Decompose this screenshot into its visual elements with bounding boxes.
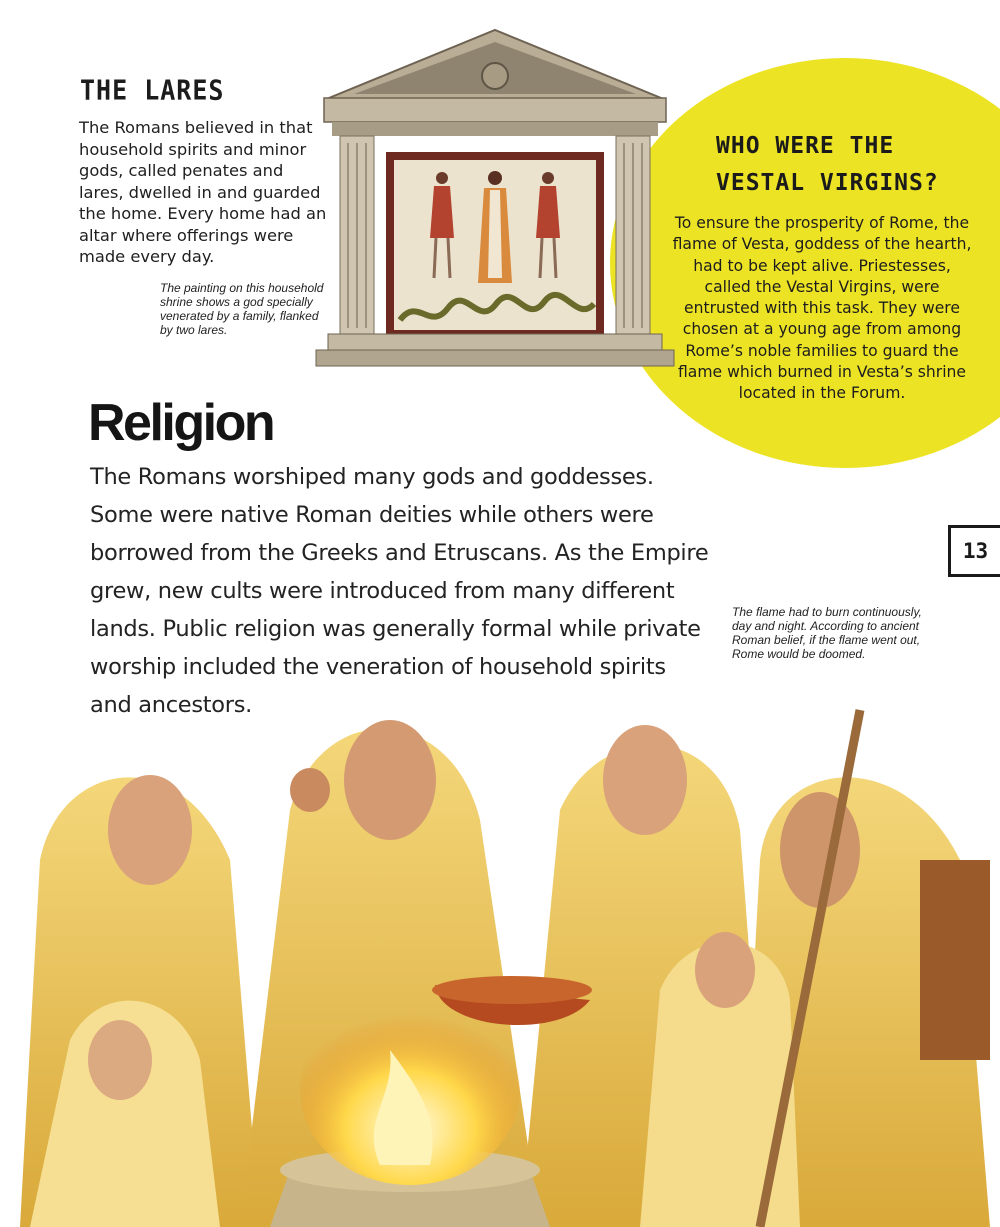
- vestal-body-text: To ensure the prosperity of Rome, the flame of Vesta, goddess of the hearth, had to be kept alive. Priestesses, called the Vestal Virgins, were entrusted with this task. They were chosen at a young age from among Rome’s noble families to guard the flame which burned in Vesta’s shrine located in the Forum.: [672, 214, 972, 403]
- shrine-caption: The painting on this household shrine shows a god specially venerated by a family, flanked by two lares.: [160, 281, 324, 337]
- vestal-virgins-illustration: [0, 700, 1000, 1227]
- lares-body-text: The Romans believed in that household spirits and minor gods, called penates and lares, dwelled in and guarded the home. Every home had an altar where offerings were made every day.: [79, 118, 327, 266]
- page-number-tab: [948, 525, 1000, 577]
- vestal-heading: [716, 128, 939, 202]
- flame-caption: The flame had to burn continuously, day and night. According to ancient Roman belief, if the flame went out, Rome would be doomed.: [732, 605, 922, 661]
- page-title: Religion: [88, 394, 274, 452]
- religion-body-text: The Romans worshiped many gods and goddesses. Some were native Roman deities while others were borrowed from the Greeks and Etruscans. As the Empire grew, new cults were introduced from many different lands. Public religion was generally formal while private worship included the veneration of household spirits and ancestors.: [90, 464, 709, 718]
- household-shrine-image: [314, 28, 676, 368]
- lares-heading: THE LARES: [80, 74, 225, 106]
- vestal-heading-line1: WHO WERE THE: [716, 133, 895, 159]
- page-number: 13: [962, 539, 989, 563]
- vestal-heading-line2: VESTAL VIRGINS?: [716, 170, 939, 196]
